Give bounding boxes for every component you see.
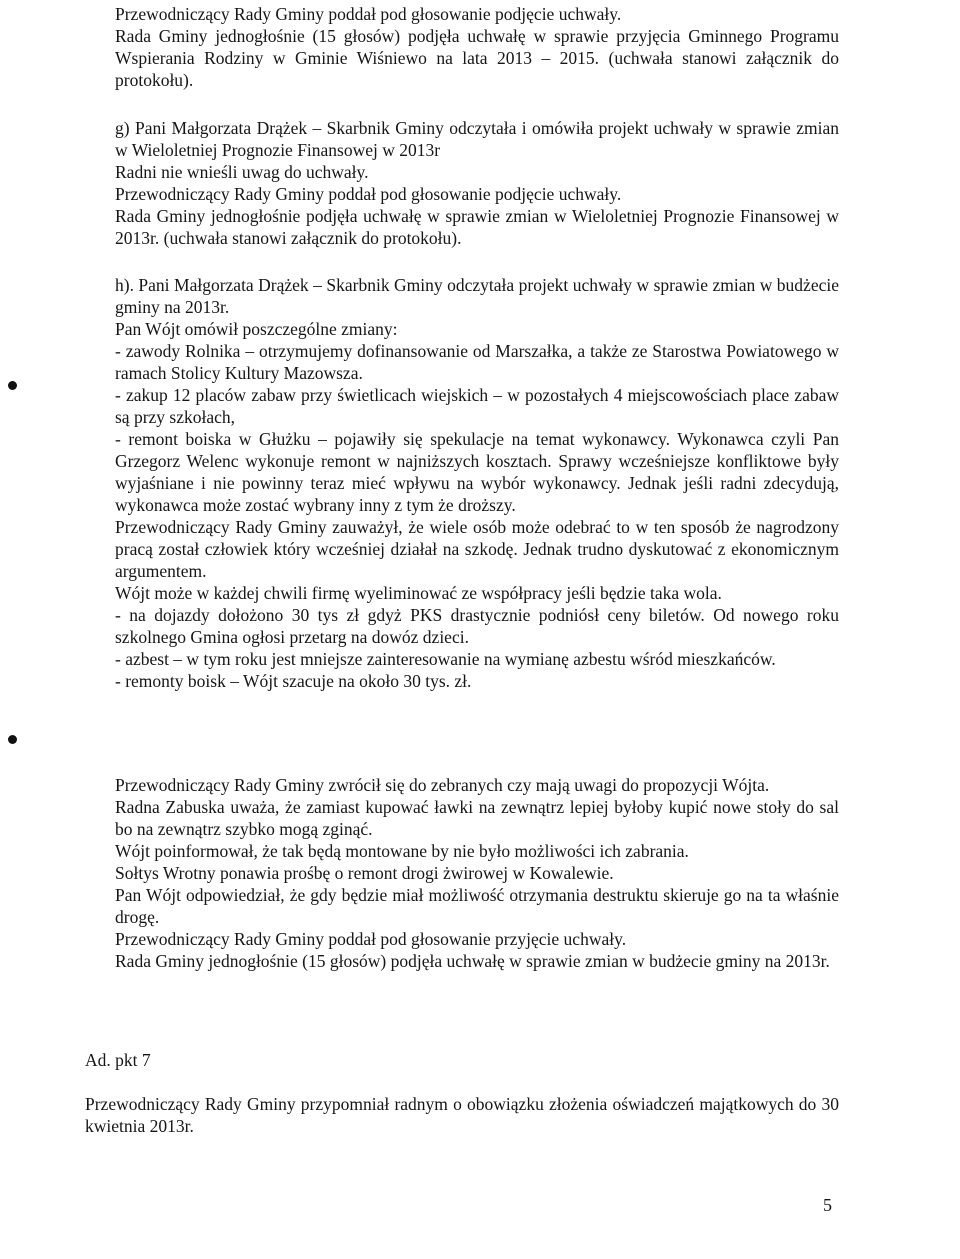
text-line: - na dojazdy dołożono 30 tys zł gdyż PKS drastycznie podniósł ceny biletów. Od nowego roku szkolnego Gmina ogłosi przetarg na dowóz dzieci. bbox=[115, 605, 839, 647]
paragraph-block-h bbox=[115, 274, 839, 692]
page-number: 5 bbox=[823, 1195, 832, 1215]
paragraph-block-closing bbox=[85, 1093, 839, 1137]
punch-hole bbox=[8, 735, 17, 744]
paragraph-block-g bbox=[115, 117, 839, 249]
text-line: - remont boiska w Głużku – pojawiły się spekulacje na temat wykonawcy. Wykonawca czyli Pan Grzegorz Welenc wykonuje remont w najniższych kosztach. Sprawy wcześniejsze konfliktowe były wyjaśniane i nie powinny teraz mieć wpływu na wybór wykonawcy. Jednak jeśli radni zdecydują, wykonawca może zostać wybrany inny z tym że droższy. bbox=[115, 429, 839, 515]
paragraph-block-discussion bbox=[115, 774, 839, 972]
text-line: Przewodniczący Rady Gminy poddał pod głosowanie przyjęcie uchwały. bbox=[115, 929, 627, 949]
section-heading: Ad. pkt 7 bbox=[85, 1050, 151, 1070]
punch-hole bbox=[8, 381, 17, 390]
text-line: Przewodniczący Rady Gminy przypomniał radnym o obowiązku złożenia oświadczeń majątkowych do 30 kwietnia 2013r. bbox=[85, 1094, 839, 1136]
text-line: - zakup 12 placów zabaw przy świetlicach wiejskich – w pozostałych 4 miejscowościach place zabaw są przy szkołach, bbox=[115, 385, 839, 427]
text-line: Przewodniczący Rady Gminy zwrócił się do zebranych czy mają uwagi do propozycji Wójta. bbox=[115, 775, 770, 795]
text-line: Sołtys Wrotny ponawia prośbę o remont drogi żwirowej w Kowalewie. bbox=[115, 863, 614, 883]
text-line: - azbest – w tym roku jest mniejsze zainteresowanie na wymianę azbestu wśród mieszkańców. bbox=[115, 649, 776, 669]
text-line: Przewodniczący Rady Gminy zauważył, że wiele osób może odebrać to w ten sposób że nagrodzony pracą został człowiek który wcześniej działał na szkodę. Jednak trudno dyskutować z ekonomicznym argumentem. bbox=[115, 517, 839, 581]
text-line: Przewodniczący Rady Gminy poddał pod głosowanie podjęcie uchwały. bbox=[115, 184, 622, 204]
text-line: Przewodniczący Rady Gminy poddał pod głosowanie podjęcie uchwały. bbox=[115, 4, 622, 24]
text-line: g) Pani Małgorzata Drążek – Skarbnik Gminy odczytała i omówiła projekt uchwały w sprawie zmian w Wieloletniej Prognozie Finansowej w 2013r bbox=[115, 118, 839, 160]
text-line: Rada Gminy jednogłośnie (15 głosów) podjęła uchwałę w sprawie zmian w budżecie gminy na 2013r. bbox=[115, 951, 830, 971]
text-line: Radni nie wnieśli uwag do uchwały. bbox=[115, 162, 369, 182]
text-line: Pan Wójt omówił poszczególne zmiany: bbox=[115, 319, 398, 339]
text-line: - zawody Rolnika – otrzymujemy dofinansowanie od Marszałka, a także ze Starostwa Powiatowego w ramach Stolicy Kultury Mazowsza. bbox=[115, 341, 839, 383]
text-line: Pan Wójt odpowiedział, że gdy będzie miał możliwość otrzymania destruktu skieruje go na ta właśnie drogę. bbox=[115, 885, 839, 927]
text-line: h). Pani Małgorzata Drążek – Skarbnik Gminy odczytała projekt uchwały w sprawie zmian w budżecie gminy na 2013r. bbox=[115, 275, 839, 317]
text-line: Wójt może w każdej chwili firmę wyeliminować ze współpracy jeśli będzie taka wola. bbox=[115, 583, 722, 603]
paragraph-block-voting-program bbox=[115, 3, 839, 91]
text-line: Wójt poinformował, że tak będą montowane by nie było możliwości ich zabrania. bbox=[115, 841, 689, 861]
text-line: Rada Gminy jednogłośnie (15 głosów) podjęła uchwałę w sprawie przyjęcia Gminnego Programu Wspierania Rodziny w Gminie Wiśniewo na lata 2013 – 2015. (uchwała stanowi załącznik do protokołu). bbox=[115, 26, 839, 90]
text-line: - remonty boisk – Wójt szacuje na około 30 tys. zł. bbox=[115, 671, 472, 691]
text-line: Radna Zabuska uważa, że zamiast kupować ławki na zewnątrz lepiej byłoby kupić nowe stoły do sal bo na zewnątrz szybko mogą zginąć. bbox=[115, 797, 839, 839]
text-line: Rada Gminy jednogłośnie podjęła uchwałę w sprawie zmian w Wieloletniej Prognozie Finansowej w 2013r. (uchwała stanowi załącznik do protokołu). bbox=[115, 206, 839, 248]
